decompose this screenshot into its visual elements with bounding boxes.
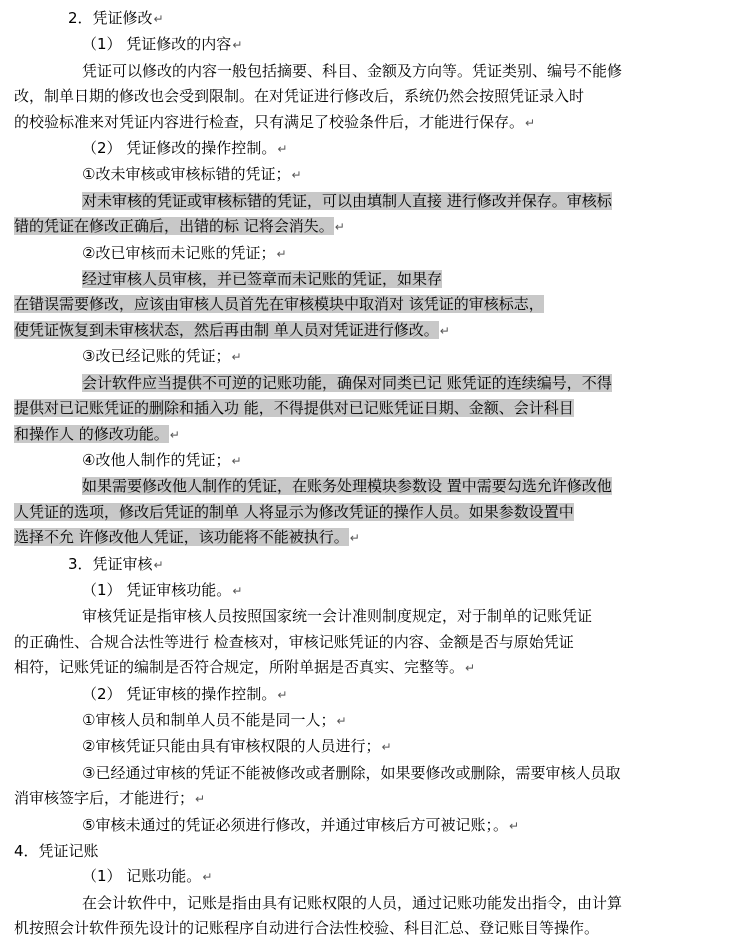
line-text: 的校验标准来对凭证内容进行检查，只有满足了校验条件后，才能进行保存。 bbox=[14, 112, 525, 131]
line-text: 对未审核的凭证或审核标错的凭证，可以由填制人直接 进行修改并保存。审核标 bbox=[82, 191, 612, 210]
line-text: 提供对已记账凭证的删除和插入功 能，不得提供对已记账凭证日期、金额、会计科目 bbox=[14, 399, 574, 418]
line-text: 在错误需要修改，应该由审核人员首先在审核模块中取消对 该凭证的审核标志， bbox=[14, 295, 544, 314]
line-text: 机按照会计软件预先设计的记账程序自动进行合法性校验、科目汇总、登记账目等操作。 bbox=[14, 919, 600, 938]
line-text: ③已经通过审核的凭证不能被修改或者删除，如果要修改或删除，需要审核人员取 bbox=[82, 763, 621, 782]
document-line bbox=[8, 32, 735, 58]
document-line bbox=[8, 682, 735, 708]
line-text: （1） 记账功能。 bbox=[82, 867, 202, 886]
document-line bbox=[8, 344, 735, 370]
paragraph-mark-icon: ↵ bbox=[336, 713, 347, 728]
line-text: 的正确性、合规合法性等进行 检查核对，审核记账凭证的内容、金额是否与原始凭证 bbox=[14, 632, 574, 651]
paragraph-mark-icon: ↵ bbox=[232, 583, 243, 598]
document-line bbox=[8, 786, 735, 812]
document-line bbox=[8, 136, 735, 162]
paragraph-mark-icon: ↵ bbox=[349, 531, 360, 546]
document-line bbox=[8, 552, 735, 578]
document-line bbox=[8, 839, 735, 864]
paragraph-mark-icon: ↵ bbox=[334, 220, 345, 235]
paragraph-mark-icon: ↵ bbox=[381, 740, 392, 755]
document-lines bbox=[8, 6, 735, 942]
line-text: 会计软件应当提供不可逆的记账功能，确保对同类已记 账凭证的连续编号，不得 bbox=[82, 373, 612, 392]
paragraph-mark-icon: ↵ bbox=[291, 168, 302, 183]
document-line bbox=[8, 604, 735, 629]
document-line bbox=[8, 891, 735, 916]
document-line bbox=[8, 655, 735, 681]
document-line bbox=[8, 916, 735, 941]
line-text: 3．凭证审核 bbox=[68, 554, 153, 573]
document-line bbox=[8, 474, 735, 499]
line-text: 2．凭证修改 bbox=[68, 9, 153, 27]
paragraph-mark-icon: ↵ bbox=[153, 12, 164, 26]
document-line bbox=[8, 110, 735, 136]
line-text: 如果需要修改他人制作的凭证，在账务处理模块参数设 置中需要勾选允许修改他 bbox=[82, 477, 612, 496]
line-text: ④改他人制作的凭证； bbox=[82, 450, 231, 469]
paragraph-mark-icon: ↵ bbox=[276, 246, 287, 261]
line-text: 使凭证恢复到未审核状态，然后再由制 单人员对凭证进行修改。 bbox=[14, 320, 439, 339]
line-text: ②审核凭证只能由具有审核权限的人员进行； bbox=[82, 737, 381, 756]
paragraph-mark-icon: ↵ bbox=[153, 557, 164, 572]
document-line bbox=[8, 214, 735, 240]
paragraph-mark-icon: ↵ bbox=[232, 38, 243, 53]
document-line bbox=[8, 630, 735, 655]
line-text: 错的凭证在修改正确后，出错的标 记将会消失。 bbox=[14, 217, 334, 236]
document-line bbox=[8, 241, 735, 267]
line-text: 经过审核人员审核，并已签章而未记账的凭证，如果存 bbox=[82, 270, 443, 289]
line-text: ⑤审核未通过的凭证必须进行修改，并通过审核后方可被记账；。 bbox=[82, 815, 508, 834]
document-line bbox=[8, 578, 735, 604]
paragraph-mark-icon: ↵ bbox=[508, 818, 520, 833]
paragraph-mark-icon: ↵ bbox=[439, 323, 450, 338]
document-line bbox=[8, 162, 735, 188]
document-line bbox=[8, 59, 735, 84]
line-text: （1） 凭证修改的内容 bbox=[82, 35, 232, 54]
document-line bbox=[8, 761, 735, 786]
line-text: 选择不允 许修改他人凭证，该功能将不能被执行。 bbox=[14, 528, 349, 547]
line-text: 审核凭证是指审核人员按照国家统一会计准则制度规定，对于制单的记账凭证 bbox=[82, 607, 593, 626]
document-line bbox=[8, 396, 735, 421]
line-text: 改，制单日期的修改也会受到限制。在对凭证进行修改后，系统仍然会按照凭证录入时 bbox=[14, 87, 585, 106]
document-line bbox=[8, 6, 735, 32]
line-text: 在会计软件中，记账是指由具有记账权限的人员，通过记账功能发出指令，由计算 bbox=[82, 893, 623, 912]
document-line bbox=[8, 500, 735, 525]
paragraph-mark-icon: ↵ bbox=[202, 870, 213, 885]
paragraph-mark-icon: ↵ bbox=[277, 142, 288, 157]
paragraph-mark-icon: ↵ bbox=[525, 115, 536, 130]
line-text: ③改已经记账的凭证； bbox=[82, 347, 231, 366]
document-line bbox=[8, 189, 735, 214]
line-text: 4．凭证记账 bbox=[14, 842, 99, 860]
paragraph-mark-icon: ↵ bbox=[169, 427, 180, 442]
line-text: （2） 凭证审核的操作控制。 bbox=[82, 684, 277, 703]
document-line bbox=[8, 864, 735, 890]
line-text: （2） 凭证修改的操作控制。 bbox=[82, 139, 277, 158]
document-line bbox=[8, 84, 735, 109]
line-text: ②改已审核而未记账的凭证； bbox=[82, 243, 276, 262]
paragraph-mark-icon: ↵ bbox=[231, 453, 242, 468]
paragraph-mark-icon: ↵ bbox=[195, 792, 206, 807]
paragraph-mark-icon: ↵ bbox=[231, 350, 242, 365]
document-line bbox=[8, 734, 735, 760]
document-line bbox=[8, 371, 735, 396]
line-text: ①改未审核或审核标错的凭证； bbox=[82, 165, 291, 184]
paragraph-mark-icon: ↵ bbox=[277, 687, 288, 702]
document-line bbox=[8, 525, 735, 551]
line-text: ①审核人员和制单人员不能是同一人； bbox=[82, 710, 336, 729]
document-line bbox=[8, 708, 735, 734]
document-line bbox=[8, 448, 735, 474]
document-line bbox=[8, 318, 735, 344]
document-line bbox=[8, 422, 735, 448]
document-line bbox=[8, 292, 735, 317]
paragraph-mark-icon: ↵ bbox=[465, 661, 476, 676]
line-text: 和操作人 的修改功能。 bbox=[14, 424, 169, 443]
line-text: 人凭证的选项，修改后凭证的制单 人将显示为修改凭证的操作人员。如果参数设置中 bbox=[14, 502, 574, 521]
document-line bbox=[8, 813, 735, 839]
line-text: 凭证可以修改的内容一般包括摘要、科目、金额及方向等。凭证类别、编号不能修 bbox=[82, 61, 623, 80]
line-text: 消审核签字后，才能进行； bbox=[14, 789, 195, 808]
document-line bbox=[8, 267, 735, 292]
line-text: 相符，记账凭证的编制是否符合规定，所附单据是否真实、完整等。 bbox=[14, 658, 465, 677]
line-text: （1） 凭证审核功能。 bbox=[82, 580, 232, 599]
